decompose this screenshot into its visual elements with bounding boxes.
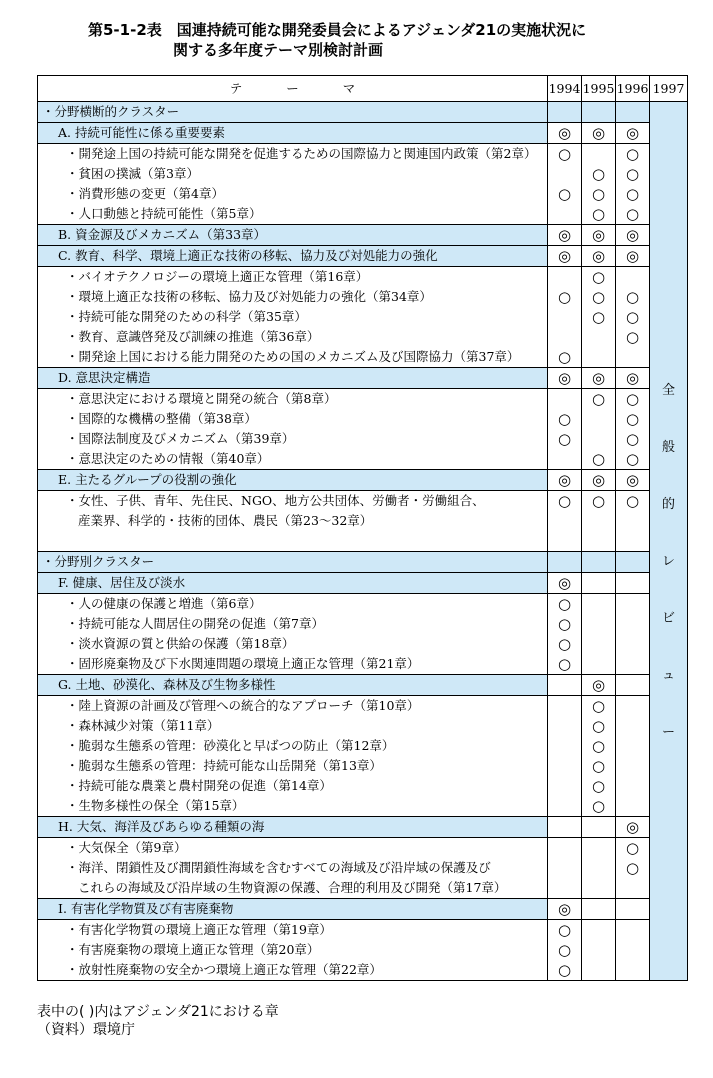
item-row [38, 204, 688, 225]
mark-1994: ◎ [548, 368, 582, 389]
mark-1995: ◎ [582, 225, 616, 246]
item-row [38, 716, 688, 736]
mark-1995 [582, 858, 616, 899]
mark-1995 [582, 654, 616, 675]
item-row [38, 491, 688, 532]
mark-1994: ◎ [548, 123, 582, 144]
section-name: G. 土地、砂漠化、森林及び生物多様性 [38, 675, 548, 696]
item-name: ・消費形態の変更（第4章） [38, 184, 548, 204]
item-row [38, 267, 688, 288]
mark-1994: ○ [548, 920, 582, 941]
item-name: ・持続可能な開発のための科学（第35章） [38, 307, 548, 327]
mark-1995: ○ [582, 389, 616, 410]
item-row [38, 449, 688, 470]
general-review-char: レ [661, 554, 675, 569]
mark-1994 [548, 756, 582, 776]
mark-1996: ○ [616, 144, 650, 165]
item-name [38, 531, 548, 552]
section-row [38, 573, 688, 594]
mark-1994: ○ [548, 409, 582, 429]
item-row [38, 634, 688, 654]
item-row [38, 776, 688, 796]
section-name: I. 有害化学物質及び有害廃棄物 [38, 899, 548, 920]
mark-1994 [548, 796, 582, 817]
item-row [38, 307, 688, 327]
mark-1995: ○ [582, 776, 616, 796]
mark-1994 [548, 267, 582, 288]
mark-1996: ○ [616, 204, 650, 225]
item-name: ・国際法制度及びメカニズム（第39章） [38, 429, 548, 449]
item-row [38, 736, 688, 756]
header-theme: テーマ [38, 76, 548, 102]
item-name: ・持続可能な農業と農村開発の促進（第14章） [38, 776, 548, 796]
mark-1996: ○ [616, 184, 650, 204]
mark-1994: ◎ [548, 899, 582, 920]
mark-1994: ○ [548, 654, 582, 675]
mark-1995 [582, 899, 616, 920]
item-name [38, 858, 548, 899]
item-name: ・森林減少対策（第11章） [38, 716, 548, 736]
mark-1996: ○ [616, 409, 650, 429]
mark-1994 [548, 675, 582, 696]
item-name: ・有害廃棄物の環境上適正な管理（第20章） [38, 940, 548, 960]
general-review-char: 般 [661, 440, 675, 455]
mark-1996 [616, 920, 650, 941]
mark-1995 [582, 102, 616, 123]
mark-1994 [548, 307, 582, 327]
cluster-name: ・分野別クラスター [38, 552, 548, 573]
mark-1995 [582, 920, 616, 941]
section-name: H. 大気、海洋及びあらゆる種類の海 [38, 817, 548, 838]
title-line-2: 関する多年度テーマ別検討計画 [173, 41, 384, 59]
mark-1995: ◎ [582, 368, 616, 389]
mark-1996: ○ [616, 838, 650, 859]
mark-1996: ○ [616, 429, 650, 449]
mark-1994: ○ [548, 634, 582, 654]
section-name: F. 健康、居住及び淡水 [38, 573, 548, 594]
section-row [38, 899, 688, 920]
item-name: ・開発途上国における能力開発のための国のメカニズム及び国際協力（第37章） [38, 347, 548, 368]
section-row [38, 225, 688, 246]
item-name: ・持続可能な人間居住の開発の促進（第7章） [38, 614, 548, 634]
item-name-line-1: ・女性、子供、青年、先住民、NGO、地方公共団体、労働者・労働組合、 [66, 493, 485, 508]
item-row [38, 144, 688, 165]
section-row [38, 817, 688, 838]
mark-1995: ◎ [582, 675, 616, 696]
mark-1995: ○ [582, 164, 616, 184]
mark-1994: ○ [548, 960, 582, 981]
item-name: ・教育、意識啓発及び訓練の推進（第36章） [38, 327, 548, 347]
mark-1996: ◎ [616, 368, 650, 389]
item-name: ・放射性廃棄物の安全かつ環境上適正な管理（第22章） [38, 960, 548, 981]
cluster-row [38, 102, 688, 123]
general-review-char: ビ [661, 611, 675, 626]
section-row [38, 675, 688, 696]
item-name: ・脆弱な生態系の管理：砂漠化と早ばつの防止（第12章） [38, 736, 548, 756]
item-name-line-1: ・海洋、閉鎖性及び潤閉鎖性海域を含むすべての海域及び沿岸域の保護及び [66, 860, 491, 875]
mark-1995: ○ [582, 184, 616, 204]
mark-1995 [582, 531, 616, 552]
mark-1996: ◎ [616, 123, 650, 144]
mark-1994: ◎ [548, 573, 582, 594]
mark-1995: ○ [582, 696, 616, 717]
mark-1996 [616, 736, 650, 756]
theme-schedule-table [37, 75, 688, 981]
mark-1996 [616, 654, 650, 675]
mark-1994 [548, 776, 582, 796]
mark-1996 [616, 347, 650, 368]
mark-1996: ◎ [616, 225, 650, 246]
mark-1995 [582, 573, 616, 594]
mark-1994 [548, 389, 582, 410]
general-review-char: ュ [661, 668, 675, 683]
mark-1995 [582, 327, 616, 347]
mark-1994 [548, 696, 582, 717]
item-name: ・環境上適正な技術の移転、協力及び対処能力の強化（第34章） [38, 287, 548, 307]
mark-1996: ○ [616, 307, 650, 327]
mark-1994: ○ [548, 491, 582, 532]
section-name: A. 持続可能性に係る重要要素 [38, 123, 548, 144]
mark-1994 [548, 858, 582, 899]
item-name: ・人の健康の保護と増進（第6章） [38, 594, 548, 615]
mark-1996 [616, 960, 650, 981]
item-row [38, 756, 688, 776]
mark-1994: ○ [548, 184, 582, 204]
title-line-1: 第5-1-2表 国連持続可能な開発委員会によるアジェンダ21の実施状況に [88, 21, 587, 39]
cluster-row [38, 552, 688, 573]
item-row [38, 920, 688, 941]
header-year-1994: 1994 [548, 76, 582, 102]
mark-1995 [582, 634, 616, 654]
blank-row [38, 531, 688, 552]
item-name-line-2: これらの海域及び沿岸域の生物資源の保護、合理的利用及び開発（第17章） [78, 880, 507, 895]
mark-1995 [582, 409, 616, 429]
mark-1994 [548, 736, 582, 756]
mark-1996: ○ [616, 327, 650, 347]
mark-1994: ○ [548, 287, 582, 307]
mark-1996 [616, 899, 650, 920]
mark-1995 [582, 838, 616, 859]
section-name: D. 意思決定構造 [38, 368, 548, 389]
item-name: ・開発途上国の持続可能な開発を促進するための国際協力と関連国内政策（第2章） [38, 144, 548, 165]
mark-1995: ◎ [582, 246, 616, 267]
mark-1996 [616, 796, 650, 817]
header-year-1996: 1996 [616, 76, 650, 102]
table-title [88, 20, 586, 60]
mark-1995: ○ [582, 307, 616, 327]
item-name: ・意思決定における環境と開発の統合（第8章） [38, 389, 548, 410]
mark-1995: ○ [582, 756, 616, 776]
mark-1995 [582, 614, 616, 634]
mark-1996: ○ [616, 491, 650, 532]
item-name: ・有害化学物質の環境上適正な管理（第19章） [38, 920, 548, 941]
section-row [38, 470, 688, 491]
mark-1995 [582, 817, 616, 838]
mark-1995: ◎ [582, 123, 616, 144]
mark-1994 [548, 449, 582, 470]
item-row [38, 184, 688, 204]
mark-1994 [548, 164, 582, 184]
mark-1996 [616, 940, 650, 960]
item-name: ・バイオテクノロジーの環境上適正な管理（第16章） [38, 267, 548, 288]
mark-1994 [548, 716, 582, 736]
item-row [38, 696, 688, 717]
mark-1995 [582, 594, 616, 615]
mark-1995: ○ [582, 491, 616, 532]
item-name: ・脆弱な生態系の管理：持続可能な山岳開発（第13章） [38, 756, 548, 776]
mark-1994 [548, 204, 582, 225]
mark-1996 [616, 267, 650, 288]
mark-1994 [548, 102, 582, 123]
item-name: ・人口動態と持続可能性（第5章） [38, 204, 548, 225]
mark-1996: ○ [616, 164, 650, 184]
header-year-1997: 1997 [650, 76, 688, 102]
section-name: C. 教育、科学、環境上適正な技術の移転、協力及び対処能力の強化 [38, 246, 548, 267]
item-row [38, 858, 688, 899]
section-row [38, 123, 688, 144]
section-name: E. 主たるグループの役割の強化 [38, 470, 548, 491]
section-name: B. 資金源及びメカニズム（第33章） [38, 225, 548, 246]
mark-1996 [616, 614, 650, 634]
general-review-cell [650, 102, 688, 981]
mark-1994: ○ [548, 429, 582, 449]
general-review-label [650, 102, 687, 761]
item-row [38, 614, 688, 634]
item-row [38, 796, 688, 817]
item-name: ・淡水資源の質と供給の保護（第18章） [38, 634, 548, 654]
mark-1994: ○ [548, 594, 582, 615]
general-review-char: ー [661, 725, 675, 740]
item-row [38, 409, 688, 429]
header-year-1995: 1995 [582, 76, 616, 102]
mark-1995: ○ [582, 796, 616, 817]
mark-1994 [548, 531, 582, 552]
item-name: ・国際的な機構の整備（第38章） [38, 409, 548, 429]
mark-1995: ○ [582, 449, 616, 470]
item-row [38, 327, 688, 347]
mark-1996: ○ [616, 449, 650, 470]
mark-1995: ○ [582, 716, 616, 736]
item-row [38, 429, 688, 449]
mark-1996 [616, 573, 650, 594]
section-row [38, 246, 688, 267]
mark-1996: ○ [616, 858, 650, 899]
item-row [38, 838, 688, 859]
mark-1996 [616, 102, 650, 123]
mark-1994 [548, 838, 582, 859]
mark-1995: ○ [582, 204, 616, 225]
item-name: ・生物多様性の保全（第15章） [38, 796, 548, 817]
mark-1996 [616, 634, 650, 654]
mark-1994: ○ [548, 614, 582, 634]
item-name: ・固形廃棄物及び下水関連問題の環境上適正な管理（第21章） [38, 654, 548, 675]
mark-1996: ◎ [616, 470, 650, 491]
mark-1995 [582, 144, 616, 165]
mark-1996 [616, 716, 650, 736]
mark-1996 [616, 675, 650, 696]
mark-1996 [616, 594, 650, 615]
mark-1995: ○ [582, 736, 616, 756]
mark-1996: ◎ [616, 817, 650, 838]
mark-1994: ○ [548, 347, 582, 368]
item-row [38, 347, 688, 368]
section-row [38, 368, 688, 389]
mark-1994: ○ [548, 144, 582, 165]
mark-1995 [582, 552, 616, 573]
mark-1995: ○ [582, 287, 616, 307]
mark-1996 [616, 696, 650, 717]
item-row [38, 960, 688, 981]
item-row [38, 389, 688, 410]
mark-1996: ○ [616, 287, 650, 307]
mark-1994: ◎ [548, 246, 582, 267]
note-source: （資料）環境庁 [37, 1022, 135, 1038]
item-row [38, 594, 688, 615]
mark-1996 [616, 756, 650, 776]
mark-1996 [616, 552, 650, 573]
table-header-row [38, 76, 688, 102]
mark-1996 [616, 776, 650, 796]
item-name: ・大気保全（第9章） [38, 838, 548, 859]
mark-1994 [548, 327, 582, 347]
mark-1995 [582, 940, 616, 960]
note-chapter: 表中の( )内はアジェンダ21における章 [37, 1004, 279, 1020]
item-name: ・意思決定のための情報（第40章） [38, 449, 548, 470]
mark-1994: ◎ [548, 470, 582, 491]
mark-1995 [582, 960, 616, 981]
mark-1996 [616, 531, 650, 552]
mark-1995: ○ [582, 267, 616, 288]
mark-1995: ◎ [582, 470, 616, 491]
cluster-name: ・分野横断的クラスター [38, 102, 548, 123]
item-row [38, 940, 688, 960]
general-review-char: 的 [661, 497, 675, 512]
mark-1994: ○ [548, 940, 582, 960]
item-name: ・陸上資源の計画及び管理への統合的なアプローチ（第10章） [38, 696, 548, 717]
item-row [38, 287, 688, 307]
mark-1996: ◎ [616, 246, 650, 267]
item-name: ・貧困の撲滅（第3章） [38, 164, 548, 184]
mark-1994: ◎ [548, 225, 582, 246]
mark-1995 [582, 347, 616, 368]
general-review-char: 全 [661, 383, 675, 398]
item-name [38, 491, 548, 532]
mark-1994 [548, 552, 582, 573]
table-notes [37, 1003, 279, 1039]
mark-1994 [548, 817, 582, 838]
mark-1995 [582, 429, 616, 449]
item-name-line-2: 産業界、科学的・技術的団体、農民（第23～32章） [78, 513, 373, 528]
item-row [38, 654, 688, 675]
item-row [38, 164, 688, 184]
mark-1996: ○ [616, 389, 650, 410]
